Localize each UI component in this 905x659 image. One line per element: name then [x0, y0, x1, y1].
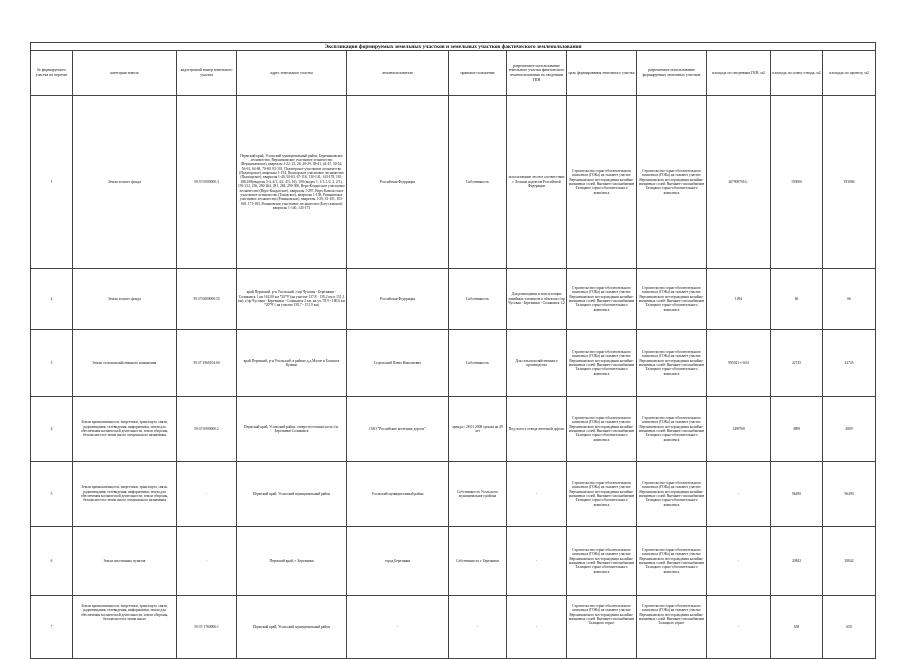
table-row — [31, 330, 876, 397]
table-row — [31, 596, 876, 659]
cell-address: Пермский край, Усольский район, северо-восточная часть г/н. Березники-Соликамск — [237, 397, 347, 462]
cell-legal-status: Собственность Усольского муниципального района — [449, 462, 507, 527]
cell-land-user: Усольский муниципальный район — [347, 462, 449, 527]
cell-area-project: 4809 — [823, 397, 876, 462]
cell-area-project: 20842 — [823, 527, 876, 596]
header-cadastral-number: кадастровый номер земельного участка — [177, 51, 237, 96]
cell-formation-purpose: Строительство горно-обогатительного комплекса (ГОКа) на тальвеге участке Верхнекамского месторождения калийно-магниевых солей. Внешнее газоснабжение Талицкого горно-обогатительного комплекса — [567, 462, 637, 527]
cell-area-plan: 66 — [771, 269, 823, 330]
cell-plot-number: 5 — [31, 462, 73, 527]
cell-area-gkn: 1499760 — [707, 397, 771, 462]
cell-address: Пермский край, г. Березники — [237, 527, 347, 596]
cell-permitted-use-gkn: Для размещения и эксплуатации линейных элементов и объектов г/пр Чусовая - Березники - Соликамск 1,2 — [507, 269, 567, 330]
cell-formation-purpose: Строительство горно-обогатительного комплекса (ГОКа) на тальвеге участке Верхнекамского месторождения калийно-магниевых солей. Внешнее газоснабжение Талицкого горно-обогатительного комплекса — [567, 397, 637, 462]
cell-formation-purpose: Строительство горно-обогатительного комплекса (ГОКа) на тальвеге участке Верхнекамского месторождения калийно-магниевых солей. Внешнее газоснабжение Талицкого горно-обогатительного комплекса — [567, 269, 637, 330]
header-plot-number: № формируемого участка на чертеже — [31, 51, 73, 96]
cell-plot-number: 4 — [31, 397, 73, 462]
header-permitted-use-new: разрешенное использование формируемых земельных участков — [637, 51, 707, 96]
cell-cadastral-number: 59:37:1960104:60 — [177, 330, 237, 397]
table-title: Экспликация формируемых земельных участков и земельных участков фактического землепользования — [31, 43, 876, 51]
header-permitted-use-gkn: разрешенное использование земельного участка фактического землепользования по сведениям ГКН — [507, 51, 567, 96]
header-address: адрес земельного участка — [237, 51, 347, 96]
table-row — [31, 269, 876, 330]
cell-permitted-use-new: Строительство горно-обогатительного комплекса (ГОКа) на тальвеге участке Верхнекамского месторождения калийно-магниевых солей. Внешнее газоснабжение Талицкого горно-обогатительного комплекса — [637, 269, 707, 330]
header-area-plan: площадь по плану отвода, м2 — [771, 51, 823, 96]
explication-sheet — [30, 42, 875, 659]
cell-area-gkn: 995021+/-604 — [707, 330, 771, 397]
cell-area-project: 650 — [823, 596, 876, 659]
header-area-project: площадь по проекту, м2 — [823, 51, 876, 96]
cell-area-plan: 650 — [771, 596, 823, 659]
cell-area-plan: 193006 — [771, 96, 823, 269]
cell-area-plan: 4809 — [771, 397, 823, 462]
cell-area-gkn: 2679097016,- — [707, 96, 771, 269]
cell-area-project: 22745 — [823, 330, 876, 397]
table-row — [31, 397, 876, 462]
cell-land-category: Земли населенных пунктов — [73, 527, 177, 596]
cell-cadastral-number: - — [177, 462, 237, 527]
cell-land-user: Российская Федерация — [347, 269, 449, 330]
cell-cadastral-number: 59:37:0000000:3 — [177, 96, 237, 269]
cell-permitted-use-new: Строительство горно-обогатительного комплекса (ГОКа) на тальвеге участке Верхнекамского месторождения калийно-магниевых солей. Внешнее газоснабжение Талицкого горно-обогатительного комплекса — [637, 330, 707, 397]
cell-area-gkn: - — [707, 596, 771, 659]
cell-area-gkn: 1494 — [707, 269, 771, 330]
cell-formation-purpose: Строительство горно-обогатительного комплекса (ГОКа) на тальвеге участке Верхнекамского месторождения калийно-магниевых солей. Внешнее газоснабжение Талицкого горно-обогатительного комплекса — [567, 330, 637, 397]
header-land-user: землепользователь — [347, 51, 449, 96]
cell-land-category: Земли промышленности, энергетики, транспорта, связи, радиовещания, телевидения, информатики, земли для обеспечения космической деятельности, земли обороны, безопасности и земли иного — [73, 596, 177, 659]
cell-permitted-use-gkn: Для сельскохозяйственного производства — [507, 330, 567, 397]
cell-land-category: Земли лесного фонда — [73, 269, 177, 330]
cell-area-project: 66 — [823, 269, 876, 330]
cell-permitted-use-new: Строительство горно-обогатительного комплекса (ГОКа) на тальвеге участке Верхнекамского месторождения калийно-магниевых солей. Внешнее газоснабжение Талицкого горно- — [637, 596, 707, 659]
explication-table — [30, 42, 876, 659]
header-legal-status: правовое положение — [449, 51, 507, 96]
cell-permitted-use-new: Строительство горно-обогатительного комплекса (ГОКа) на тальвеге участке Верхнекамского месторождения калийно-магниевых солей. Внешнее газоснабжение Талицкого горно-обогатительного комплекса — [637, 96, 707, 269]
cell-formation-purpose: Строительство горно-обогатительного комплекса (ГОКа) на тальвеге участке Верхнекамского месторождения калийно-магниевых солей. Внешнее газоснабжение Талицкого горно- — [567, 596, 637, 659]
cell-land-user: город Березники — [347, 527, 449, 596]
cell-address: край Пермский, р-н Усольский, г/пр Чусовая - Березники - Соликамск 1 км 162,08 км *20*9' (на участке 137,8 - 139,2 км и 151,1 км), г/пр Чусовая - Березники - Соликамск 2 км. на уч. 78,9 - 180,6 км *20*9' ( на участке 158,7 - 151,9 км) — [237, 269, 347, 330]
cell-address: Пермский край, Усольский муниципальный район — [237, 462, 347, 527]
table-row — [31, 462, 876, 527]
cell-address: Пермский край, Усольский муниципальный район — [237, 596, 347, 659]
cell-land-category: Земли промышленности, энергетики, транспорта, связи, радиовещания, телевидения, информатики, земли для обеспечения космической деятельности, земли обороны, безопасности и земли иного специального назначения — [73, 462, 177, 527]
cell-permitted-use-gkn: использование лесов в соответствии с Лесным кодексом Российской Федерации — [507, 96, 567, 269]
cell-legal-status: Собственность — [449, 330, 507, 397]
cell-area-plan: 96490 — [771, 462, 823, 527]
cell-land-category: Земли лесного фонда — [73, 96, 177, 269]
cell-cadastral-number: 59:37:0000000:2 — [177, 397, 237, 462]
cell-land-user: - — [347, 596, 449, 659]
cell-area-project: 96490 — [823, 462, 876, 527]
cell-permitted-use-new: Строительство горно-обогатительного комплекса (ГОКа) на тальвеге участке Верхнекамского месторождения калийно-магниевых солей. Внешнее газоснабжение Талицкого горно-обогатительного комплекса — [637, 397, 707, 462]
table-title-row — [31, 43, 876, 51]
cell-permitted-use-gkn: - — [507, 527, 567, 596]
cell-land-user: Седельский Павел Николаевич — [347, 330, 449, 397]
cell-plot-number: 2 — [31, 269, 73, 330]
cell-plot-number: 1 — [31, 96, 73, 269]
cell-area-plan: 20842 — [771, 527, 823, 596]
cell-land-category: Земли сельскохозяйственного назначения — [73, 330, 177, 397]
cell-land-user: Российская Федерация — [347, 96, 449, 269]
cell-legal-status: - — [449, 596, 507, 659]
cell-plot-number: 6 — [31, 527, 73, 596]
cell-permitted-use-new: Строительство горно-обогатительного комплекса (ГОКа) на тальвеге участке Верхнекамского месторождения калийно-магниевых солей. Внешнее газоснабжение Талицкого горно-обогатительного комплекса — [637, 462, 707, 527]
cell-area-project: 193006 — [823, 96, 876, 269]
header-land-category: категория земель — [73, 51, 177, 96]
table-row — [31, 527, 876, 596]
cell-area-plan: 22745 — [771, 330, 823, 397]
cell-cadastral-number: - — [177, 527, 237, 596]
cell-cadastral-number: 59:37:0000000:55 — [177, 269, 237, 330]
table-header-row — [31, 51, 876, 96]
cell-legal-status: Собственность — [449, 269, 507, 330]
cell-land-user: ОАО "Российские железные дороги" — [347, 397, 449, 462]
cell-permitted-use-gkn: - — [507, 596, 567, 659]
cell-plot-number: 3 — [31, 330, 73, 397]
cell-permitted-use-new: Строительство горно-обогатительного комплекса (ГОКа) на тальвеге участке Верхнекамского месторождения калийно-магниевых солей. Внешнее газоснабжение Талицкого горно-обогатительного комплекса — [637, 527, 707, 596]
cell-legal-status: аренда с 28.01.2008 сроком на 49 лет — [449, 397, 507, 462]
header-formation-purpose: цель формирования земельного участка — [567, 51, 637, 96]
header-area-gkn: площадь по сведениям ГКН, м2 — [707, 51, 771, 96]
cell-formation-purpose: Строительство горно-обогатительного комплекса (ГОКа) на тальвеге участке Верхнекамского месторождения калийно-магниевых солей. Внешнее газоснабжение Талицкого горно-обогатительного комплекса — [567, 527, 637, 596]
cell-cadastral-number: 59:37:1760006:1 — [177, 596, 237, 659]
cell-permitted-use-gkn: - — [507, 462, 567, 527]
cell-legal-status: Собственность г. Березники — [449, 527, 507, 596]
cell-plot-number: 7 — [31, 596, 73, 659]
cell-area-gkn: - — [707, 527, 771, 596]
table-row — [31, 96, 876, 269]
cell-area-gkn: - — [707, 462, 771, 527]
cell-permitted-use-gkn: Под полосу отвода железной дороги — [507, 397, 567, 462]
cell-land-category: Земли промышленности, энергетики, транспорта, связи, радиовещания, телевидения, информатики, земли для обеспечения космической деятельности, земли обороны, безопасности и земли иного специального назначения — [73, 397, 177, 462]
cell-address: край Пермский, р-н Усольский, в районе д.д.Малое и Большое Кучино — [237, 330, 347, 397]
cell-formation-purpose: Строительство горно-обогатительного комплекса (ГОКа) на тальвеге участке Верхнекамского месторождения калийно-магниевых солей. Внешнее газоснабжение Талицкого горно-обогатительного комплекса — [567, 96, 637, 269]
cell-address: Пермский край, Усольский муниципальный район, Березниковское лесничество, Верхнекамское участковое лесничество (Верхнекамское), кварталы 1-22, 25, 26, 28-29, 38-41, 44-47, 50-52, 56-61, 64-68, 70-80, 83-101, Палаторское участковое лесничество (Палаторское), кварталы 1-154, Пыскорское участковое лесничество (Пыскорское), кварталы 1-40, 50-63, 67-116, 130-141, 143-178, 181-186,189(выделы 3-4, 4/1, 4/2, 4/3, 16), 190 (выдел 1, 1/1, 1/2, 2, 2/1), 191-212, 236, 260-264, 281, 284, 290-300, Верх-Кондасское участковое лесничество (Верх-Кондасское), кварталы 1-297, Верх-Камоастское участковое лесничество (Токовское), кварталы 1-158, Романовское участковое лесничество (Романовское), кварталы 1-29, 33-101, 103-168, 171-183, Романовское участковое лесничество (Богуславское) кварталы 1-140, 143-173 — [237, 96, 347, 269]
cell-legal-status: Собственность — [449, 96, 507, 269]
